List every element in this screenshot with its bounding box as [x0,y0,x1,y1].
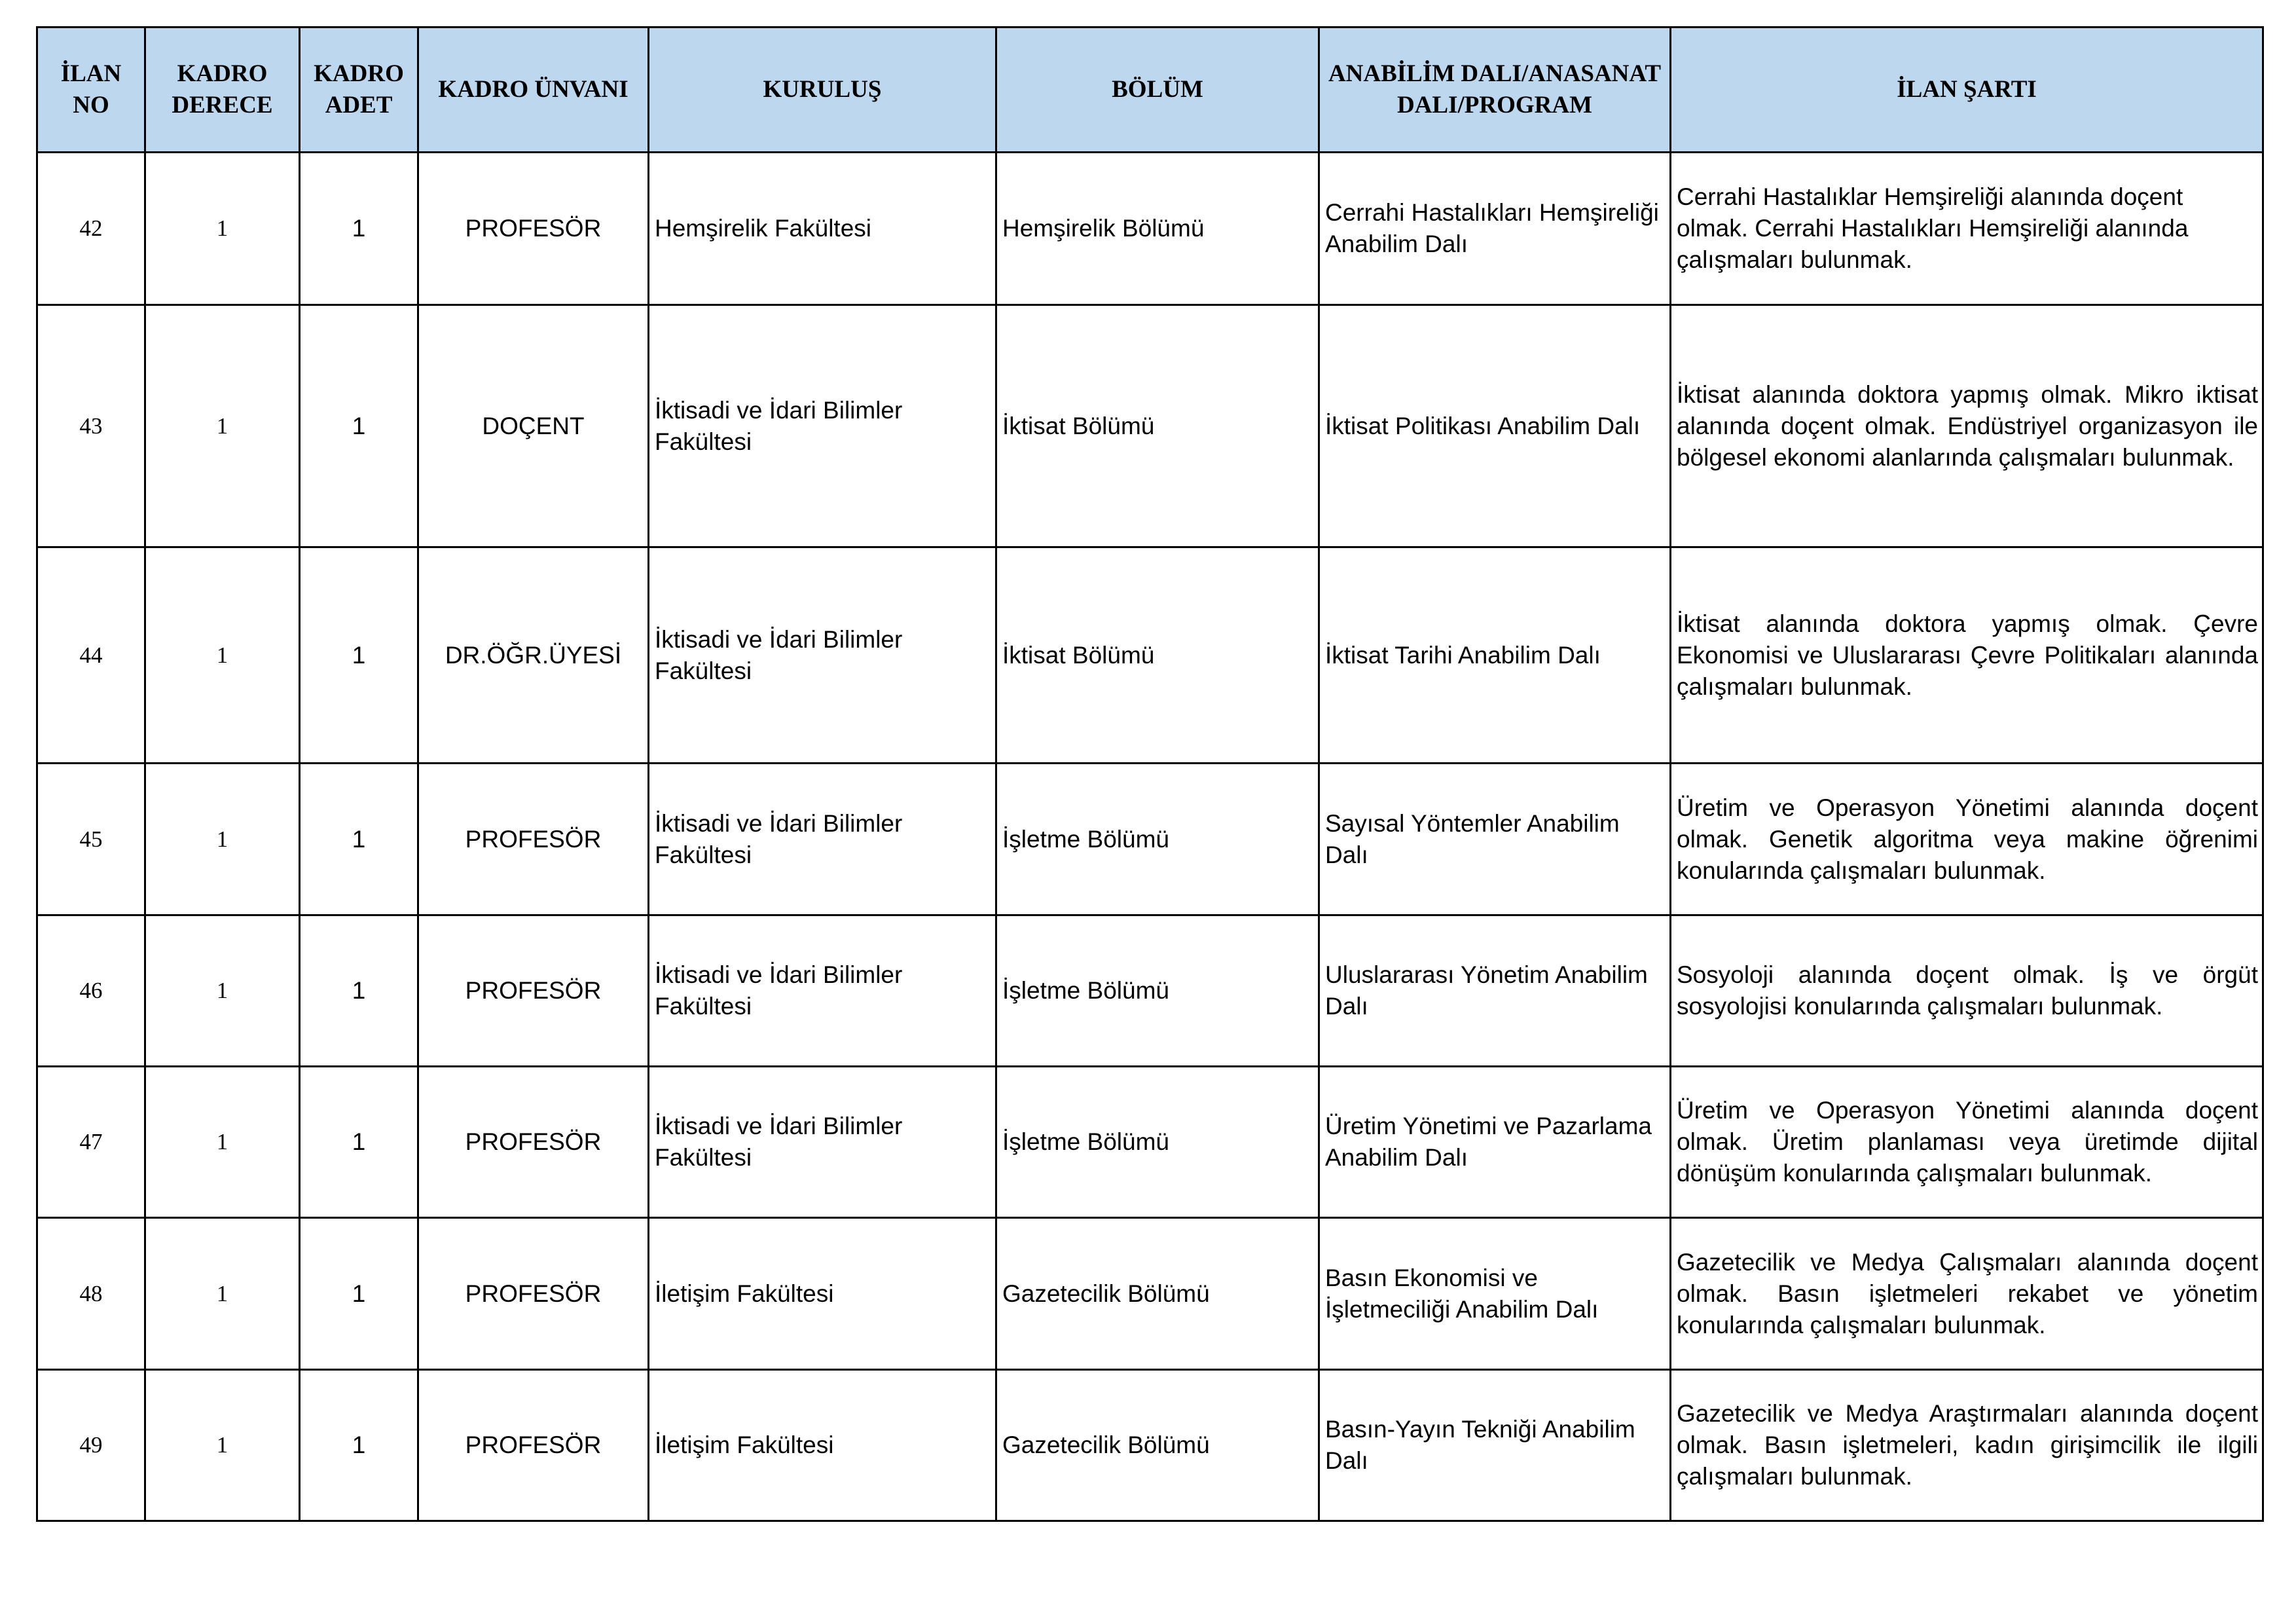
header-kurulus: KURULUŞ [649,28,996,153]
cell-ilan-no: 45 [37,764,145,915]
cell-bolum: İşletme Bölümü [996,915,1319,1067]
cell-adet: 1 [300,153,418,305]
cell-derece: 1 [145,764,300,915]
cell-unvan: PROFESÖR [418,153,649,305]
cell-anabilim: Basın-Yayın Tekniği Anabilim Dalı [1319,1370,1671,1521]
header-kadro-derece: KADRO DERECE [145,28,300,153]
cell-bolum: İktisat Bölümü [996,547,1319,764]
cell-ilan-no: 49 [37,1370,145,1521]
cell-ilan-sarti: Gazetecilik ve Medya Çalışmaları alanında doçent olmak. Basın işletmeleri rekabet ve yönetim konularında çalışmaları bulunmak. [1671,1218,2263,1370]
cell-ilan-sarti: İktisat alanında doktora yapmış olmak. Mikro iktisat alanında doçent olmak. Endüstriyel organizasyon ile bölgesel ekonomi alanlarında çalışmaları bulunmak. [1671,305,2263,547]
table-row [37,1370,2263,1521]
cell-adet: 1 [300,1218,418,1370]
cell-anabilim: İktisat Politikası Anabilim Dalı [1319,305,1671,547]
cell-adet: 1 [300,915,418,1067]
header-kadro-unvani: KADRO ÜNVANI [418,28,649,153]
cell-unvan: DOÇENT [418,305,649,547]
cell-kurulus: İktisadi ve İdari Bilimler Fakültesi [649,915,996,1067]
cell-adet: 1 [300,1067,418,1218]
cell-derece: 1 [145,547,300,764]
cell-adet: 1 [300,764,418,915]
cell-derece: 1 [145,1370,300,1521]
cell-anabilim: Basın Ekonomisi ve İşletmeciliği Anabilim Dalı [1319,1218,1671,1370]
cell-kurulus: İktisadi ve İdari Bilimler Fakültesi [649,547,996,764]
cell-adet: 1 [300,1370,418,1521]
header-ilan-no: İLAN NO [37,28,145,153]
cell-ilan-no: 47 [37,1067,145,1218]
cell-unvan: PROFESÖR [418,764,649,915]
cell-adet: 1 [300,547,418,764]
cell-bolum: Hemşirelik Bölümü [996,153,1319,305]
cell-ilan-sarti: Sosyoloji alanında doçent olmak. İş ve örgüt sosyolojisi konularında çalışmaları bulunmak. [1671,915,2263,1067]
cell-unvan: PROFESÖR [418,1370,649,1521]
cell-ilan-no: 46 [37,915,145,1067]
cell-bolum: Gazetecilik Bölümü [996,1370,1319,1521]
cell-derece: 1 [145,305,300,547]
header-ilan-sarti: İLAN ŞARTI [1671,28,2263,153]
cell-ilan-sarti: Cerrahi Hastalıklar Hemşireliği alanında doçent olmak. Cerrahi Hastalıkları Hemşireliği alanında çalışmaları bulunmak. [1671,153,2263,305]
cell-ilan-sarti: Üretim ve Operasyon Yönetimi alanında doçent olmak. Üretim planlaması veya üretimde dijital dönüşüm konularında çalışmaları bulunmak. [1671,1067,2263,1218]
cell-ilan-no: 42 [37,153,145,305]
cell-anabilim: İktisat Tarihi Anabilim Dalı [1319,547,1671,764]
cell-ilan-no: 48 [37,1218,145,1370]
job-postings-table [36,26,2264,1522]
table-row [37,153,2263,305]
cell-bolum: İşletme Bölümü [996,1067,1319,1218]
cell-kurulus: Hemşirelik Fakültesi [649,153,996,305]
cell-kurulus: İktisadi ve İdari Bilimler Fakültesi [649,764,996,915]
cell-unvan: PROFESÖR [418,1218,649,1370]
table-row [37,764,2263,915]
table-row [37,547,2263,764]
table-row [37,1218,2263,1370]
cell-derece: 1 [145,1067,300,1218]
cell-ilan-no: 43 [37,305,145,547]
cell-ilan-sarti: Üretim ve Operasyon Yönetimi alanında doçent olmak. Genetik algoritma veya makine öğrenimi konularında çalışmaları bulunmak. [1671,764,2263,915]
cell-derece: 1 [145,1218,300,1370]
cell-derece: 1 [145,915,300,1067]
cell-kurulus: İktisadi ve İdari Bilimler Fakültesi [649,305,996,547]
cell-ilan-sarti: İktisat alanında doktora yapmış olmak. Çevre Ekonomisi ve Uluslararası Çevre Politikaları alanında çalışmaları bulunmak. [1671,547,2263,764]
cell-unvan: DR.ÖĞR.ÜYESİ [418,547,649,764]
cell-ilan-no: 44 [37,547,145,764]
cell-anabilim: Uluslararası Yönetim Anabilim Dalı [1319,915,1671,1067]
cell-anabilim: Üretim Yönetimi ve Pazarlama Anabilim Dalı [1319,1067,1671,1218]
header-bolum: BÖLÜM [996,28,1319,153]
table-row [37,915,2263,1067]
cell-derece: 1 [145,153,300,305]
cell-ilan-sarti: Gazetecilik ve Medya Araştırmaları alanında doçent olmak. Basın işletmeleri, kadın girişimcilik ile ilgili çalışmaları bulunmak. [1671,1370,2263,1521]
cell-anabilim: Sayısal Yöntemler Anabilim Dalı [1319,764,1671,915]
cell-bolum: Gazetecilik Bölümü [996,1218,1319,1370]
cell-unvan: PROFESÖR [418,915,649,1067]
cell-bolum: İktisat Bölümü [996,305,1319,547]
table-row [37,305,2263,547]
cell-adet: 1 [300,305,418,547]
cell-bolum: İşletme Bölümü [996,764,1319,915]
header-kadro-adet: KADRO ADET [300,28,418,153]
cell-unvan: PROFESÖR [418,1067,649,1218]
header-row [37,28,2263,153]
cell-kurulus: İktisadi ve İdari Bilimler Fakültesi [649,1067,996,1218]
cell-kurulus: İletişim Fakültesi [649,1218,996,1370]
table-row [37,1067,2263,1218]
header-anabilim: ANABİLİM DALI/ANASANAT DALI/PROGRAM [1319,28,1671,153]
cell-kurulus: İletişim Fakültesi [649,1370,996,1521]
cell-anabilim: Cerrahi Hastalıkları Hemşireliği Anabilim Dalı [1319,153,1671,305]
